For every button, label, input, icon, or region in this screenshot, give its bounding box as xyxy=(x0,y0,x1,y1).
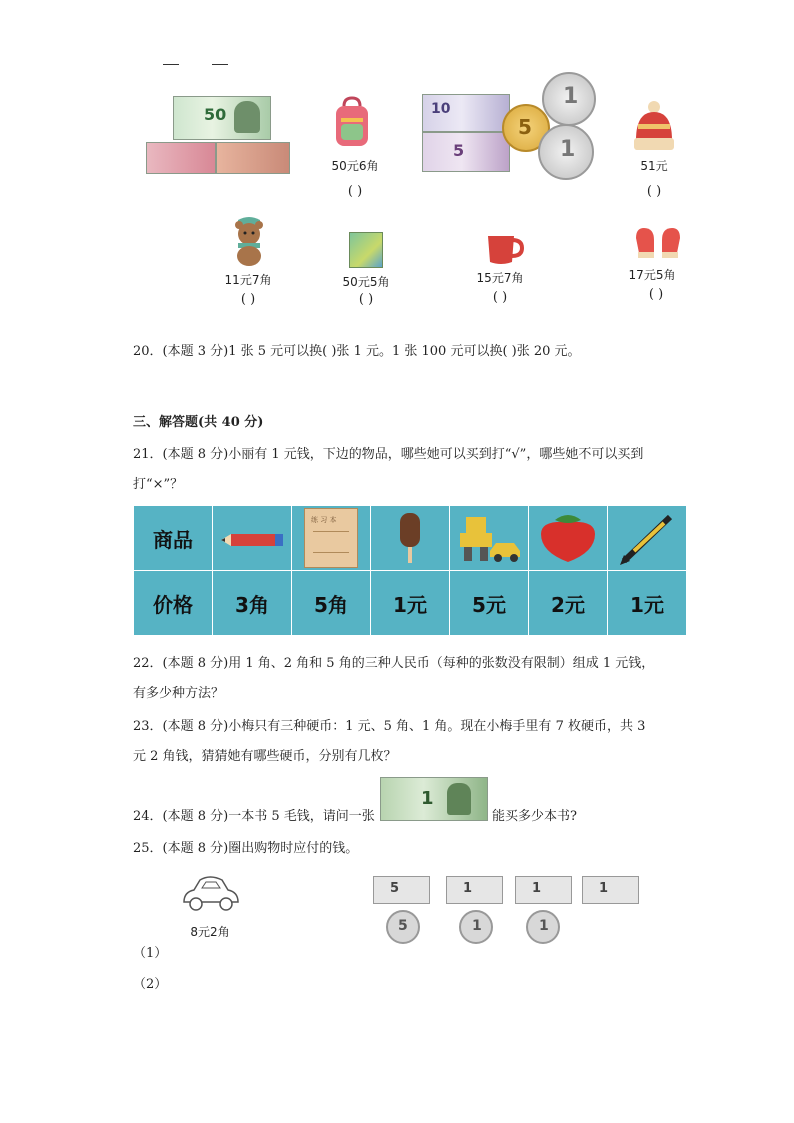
question-24-suffix: 能买多少本书? xyxy=(492,809,577,824)
bill-5-value: 5 xyxy=(453,141,465,160)
car-price-label: 8元2角 xyxy=(190,925,230,939)
bill-small-red-2 xyxy=(216,142,290,174)
gray-coin-value: 1 xyxy=(472,918,482,934)
price-cell: 3角 xyxy=(213,571,292,636)
table-row-prices xyxy=(134,571,687,636)
bill-small-red-1 xyxy=(146,142,216,174)
popsicle-cell xyxy=(371,506,450,571)
cup-icon xyxy=(484,232,524,266)
gray-bill-5-yuan[interactable] xyxy=(373,876,430,904)
coin-1-value-2: 1 xyxy=(560,137,576,162)
gray-bill-value: 1 xyxy=(463,881,473,896)
item-label-book: 50元5角 xyxy=(342,275,390,289)
item-label-backpack: 50元6角 xyxy=(331,159,379,173)
question-25: 25．(本题 8 分)圈出购物时应付的钱。 xyxy=(133,841,359,856)
goods-price-table xyxy=(133,505,687,636)
bill-10-value: 10 xyxy=(431,101,451,117)
price-cell: 2元 xyxy=(529,571,608,636)
notebook-icon xyxy=(304,508,358,568)
notebook-cell xyxy=(292,506,371,571)
book-icon xyxy=(349,232,383,268)
answer-paren-mittens[interactable]: ( ) xyxy=(648,287,664,302)
item-label-hat: 51元 xyxy=(640,159,668,173)
gray-bill-value: 1 xyxy=(599,881,609,896)
robot-car-toy-icon xyxy=(456,511,522,565)
toy-car-icon xyxy=(180,872,240,916)
question-20: 20．(本题 3 分)1 张 5 元可以换( )张 1 元。1 张 100 元可以换( )张 20 元。 xyxy=(133,344,581,359)
answer-paren-book[interactable]: ( ) xyxy=(358,292,374,307)
price-cell: 5角 xyxy=(292,571,371,636)
winter-hat-icon xyxy=(632,100,676,152)
gray-bill-value: 5 xyxy=(390,881,400,896)
section-3-heading: 三、解答题(共 40 分) xyxy=(133,415,264,430)
question-25-sub-1: （1） xyxy=(133,946,168,961)
question-23-line-2: 元 2 角钱，猜猜她有哪些硬币，分别有几枚？ xyxy=(133,749,397,764)
portrait-icon-q24 xyxy=(447,783,471,815)
coin-1-value: 1 xyxy=(563,84,579,109)
pencil-icon xyxy=(221,532,283,548)
price-cell: 1元 xyxy=(371,571,450,636)
answer-paren-backpack[interactable]: ( ) xyxy=(347,184,363,199)
coin-5-value: 5 xyxy=(518,115,532,139)
top-dash-2 xyxy=(212,64,228,65)
coin-1-yuan-image-1 xyxy=(542,72,596,126)
gray-coin-1-yuan-1[interactable] xyxy=(459,910,493,944)
gray-bill-1-yuan-1[interactable] xyxy=(446,876,503,904)
pencil-cell xyxy=(213,506,292,571)
notebook-cover-text: 练 习 本 xyxy=(311,516,337,524)
gray-coin-5-jiao[interactable] xyxy=(386,910,420,944)
popsicle-icon xyxy=(397,511,423,565)
item-label-cup: 15元7角 xyxy=(476,271,524,285)
price-cell: 1元 xyxy=(608,571,687,636)
gray-bill-value: 1 xyxy=(532,881,542,896)
question-24-prefix: 24．(本题 8 分)一本书 5 毛钱，请问一张 xyxy=(133,809,375,824)
answer-paren-cup[interactable]: ( ) xyxy=(492,290,508,305)
table-row-goods xyxy=(134,506,687,571)
question-21-line-1: 21．(本题 8 分)小丽有 1 元钱，下边的物品，哪些她可以买到打“√”，哪些她不可以买到 xyxy=(133,447,644,462)
question-22-line-1: 22．(本题 8 分)用 1 角、2 角和 5 角的三种人民币（每种的张数没有限制）组成 1 元钱， xyxy=(133,656,655,671)
backpack-icon xyxy=(332,96,372,148)
gray-bill-1-yuan-3[interactable] xyxy=(582,876,639,904)
question-23-line-1: 23．(本题 8 分)小梅只有三种硬币：1 元、5 角、1 角。现在小梅手里有 7 枚硬币，共 3 xyxy=(133,719,646,734)
gray-coin-1-yuan-2[interactable] xyxy=(526,910,560,944)
bill-1-value: 1 xyxy=(421,788,434,809)
bill-10-image xyxy=(422,94,510,132)
table-header-price: 价格 xyxy=(134,571,213,636)
bill-5-image xyxy=(422,132,510,172)
question-21-line-2: 打“×”？ xyxy=(133,477,184,492)
question-22-line-2: 有多少种方法？ xyxy=(133,686,225,701)
notebook-lines xyxy=(313,531,349,553)
mittens-icon xyxy=(632,224,684,262)
gray-coin-value: 1 xyxy=(539,918,549,934)
top-dash-1 xyxy=(163,64,179,65)
answer-paren-hat[interactable]: ( ) xyxy=(646,184,662,199)
pen-cell xyxy=(608,506,687,571)
strawberry-cell xyxy=(529,506,608,571)
robot-car-cell xyxy=(450,506,529,571)
answer-paren-bear[interactable]: ( ) xyxy=(240,292,256,307)
item-label-bear: 11元7角 xyxy=(224,273,272,287)
bill-50-image xyxy=(173,96,271,140)
item-label-mittens: 17元5角 xyxy=(628,268,676,282)
bill-50-value: 50 xyxy=(204,105,227,124)
question-25-sub-2: （2） xyxy=(133,977,168,992)
pen-icon xyxy=(618,511,676,565)
table-header-goods: 商品 xyxy=(134,506,213,571)
portrait-icon xyxy=(234,101,260,133)
gray-bill-1-yuan-2[interactable] xyxy=(515,876,572,904)
teddy-bear-icon xyxy=(230,214,268,266)
bill-1-yuan-image xyxy=(380,777,488,821)
gray-coin-value: 5 xyxy=(398,918,408,934)
price-cell: 5元 xyxy=(450,571,529,636)
coin-1-yuan-image-2 xyxy=(538,124,594,180)
strawberry-icon xyxy=(535,510,601,566)
